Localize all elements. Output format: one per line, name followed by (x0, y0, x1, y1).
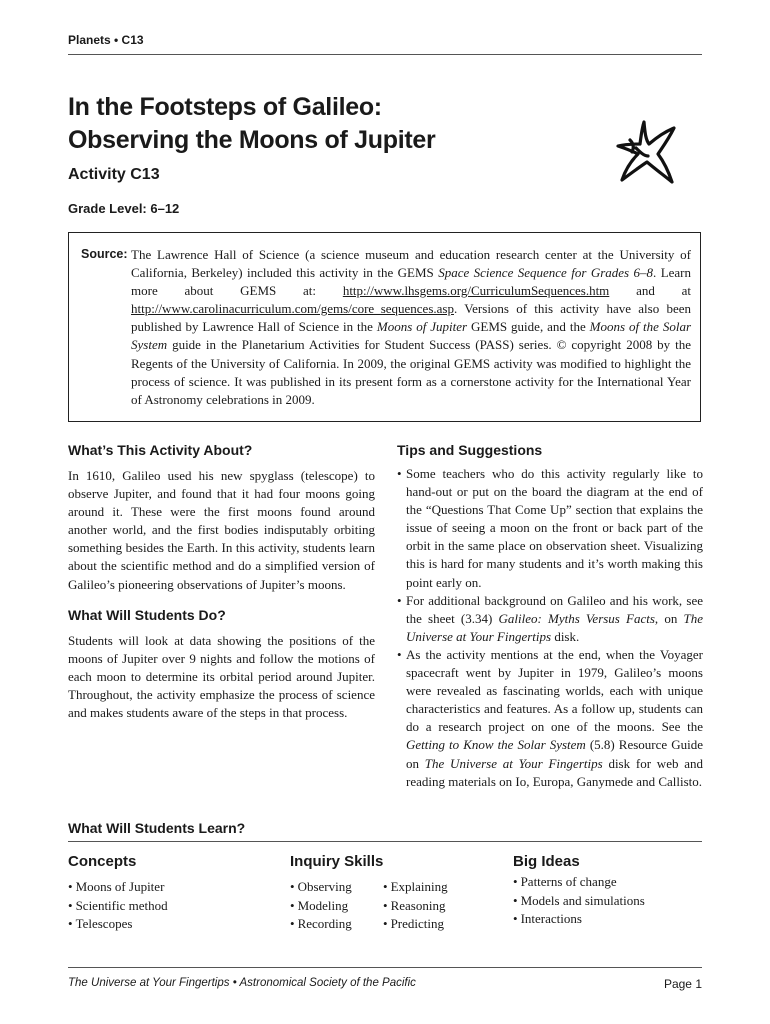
gems-link[interactable]: http://www.lhsgems.org/CurriculumSequences.htm (342, 283, 610, 299)
list-item: • Explaining (383, 879, 448, 894)
tip-item: • As the activity mentions at the end, when the Voyager spacecraft went by Jupiter in 1979, Galileo’s moons were revealed as fascinating worlds, each with unique characteristics and features. As a follow up, students can do a research project on one of the moons. See the Getting to Know the Solar System (5.8) Resource Guide on The Universe at Your Fingertips disk for web and reading materials on Io, Europa, Ganymede and Callisto. (397, 646, 704, 789)
footer-divider (68, 967, 702, 968)
list-item: • Patterns of change (513, 874, 617, 889)
tip-item: • Some teachers who do this activity regularly like to hand-out or put on the board the diagram at the end of the “Questions That Come Up” section that explains the issue of seeing a moon on the front or back part of the orbit in the same place on observation sheet. Visualizing this is hard for many students and it’s worth making this point early on. (397, 466, 703, 590)
inquiry-heading: Inquiry Skills (290, 853, 384, 870)
inquiry-list-a (290, 878, 352, 934)
about-text: In 1610, Galileo used his new spyglass (telescope) to observe Jupiter, and found that it had four moons going around it. These were the first moons found around another world, and the first bodies indisputably orbiting something besides the Earth. In this activity, students learn about the scientific method and do a simplified version of Galileo’s pioneering observations of Jupiter’s moons. (68, 468, 375, 592)
learn-divider (68, 841, 702, 842)
learn-heading: What Will Students Learn? (68, 820, 246, 836)
right-column (397, 442, 703, 791)
list-item: • Recording (290, 916, 352, 931)
list-item: • Models and simulations (513, 892, 645, 908)
source-text: The Lawrence Hall of Science (a science museum and education research center at the University of California, Berkeley) included this activity in the GEMS Space Science Sequence for Grades 6–8. Learn more about GEMS at: http://www.lhsgems.org/CurriculumSequences.htm and at http://www.carolinacurriculum.com/gems/core_sequences.asp. Versions of this activity have also been published by Lawrence Hall of Science in the Moons of Jupiter GEMS guide, and the Moons of the Solar System guide in the Planetarium Activities for Student Success (PASS) series. © copyright 2008 by the Regents of the University of California. In 2009, the original GEMS activity was modified to highlight the process of science. It was published in its present form as a cornerstone activity for the International Year of Astronomy celebrations in 2009. (131, 247, 692, 407)
header-divider (68, 54, 702, 55)
list-item: • Moons of Jupiter (68, 879, 165, 894)
tips-heading: Tips and Suggestions (397, 442, 543, 458)
source-label: Source: (81, 247, 128, 261)
tips-list (397, 465, 703, 791)
concepts-list (68, 878, 168, 934)
grade-level: Grade Level: 6–12 (68, 201, 180, 216)
list-item: • Modeling (290, 897, 349, 913)
list-item: • Telescopes (68, 916, 133, 931)
list-item: • Reasoning (383, 897, 446, 913)
page-number: Page 1 (663, 977, 702, 991)
about-heading: What’s This Activity About? (68, 442, 253, 458)
list-item: • Predicting (383, 916, 444, 931)
carolina-link[interactable]: http://www.carolinacurriculum.com/gems/core_sequences.asp (131, 301, 454, 317)
inquiry-list-b (383, 878, 448, 934)
list-item: • Scientific method (68, 897, 168, 913)
list-item: • Observing (290, 879, 352, 894)
hand-drawn-star-icon (614, 116, 680, 194)
title-line-2: Observing the Moons of Jupiter (68, 126, 436, 154)
do-heading: What Will Students Do? (68, 606, 226, 623)
big-ideas-heading: Big Ideas (513, 853, 580, 870)
list-item: • Interactions (513, 911, 582, 926)
running-header: Planets • C13 (68, 33, 144, 47)
left-column (68, 442, 375, 722)
tip-item: • For additional background on Galileo and his work, see the sheet (3.34) Galileo: Myths Versus Facts, on The Universe at Your Fingertips disk. (397, 592, 703, 644)
do-text: Students will look at data showing the positions of the moons of Jupiter over 9 nights and follow the motions of each moon to determine its orbital period around Jupiter. Throughout, the activity emphasize the process of science and makes students aware of the steps in that process. (68, 632, 375, 721)
activity-code: Activity C13 (68, 166, 160, 183)
title-line-1: In the Footsteps of Galileo: (68, 93, 382, 121)
page-title (68, 91, 588, 157)
footer-credit: The Universe at Your Fingertips • Astronomical Society of the Pacific (68, 977, 416, 989)
source-box (68, 232, 701, 422)
big-ideas-list (513, 873, 645, 929)
concepts-heading: Concepts (68, 853, 137, 870)
